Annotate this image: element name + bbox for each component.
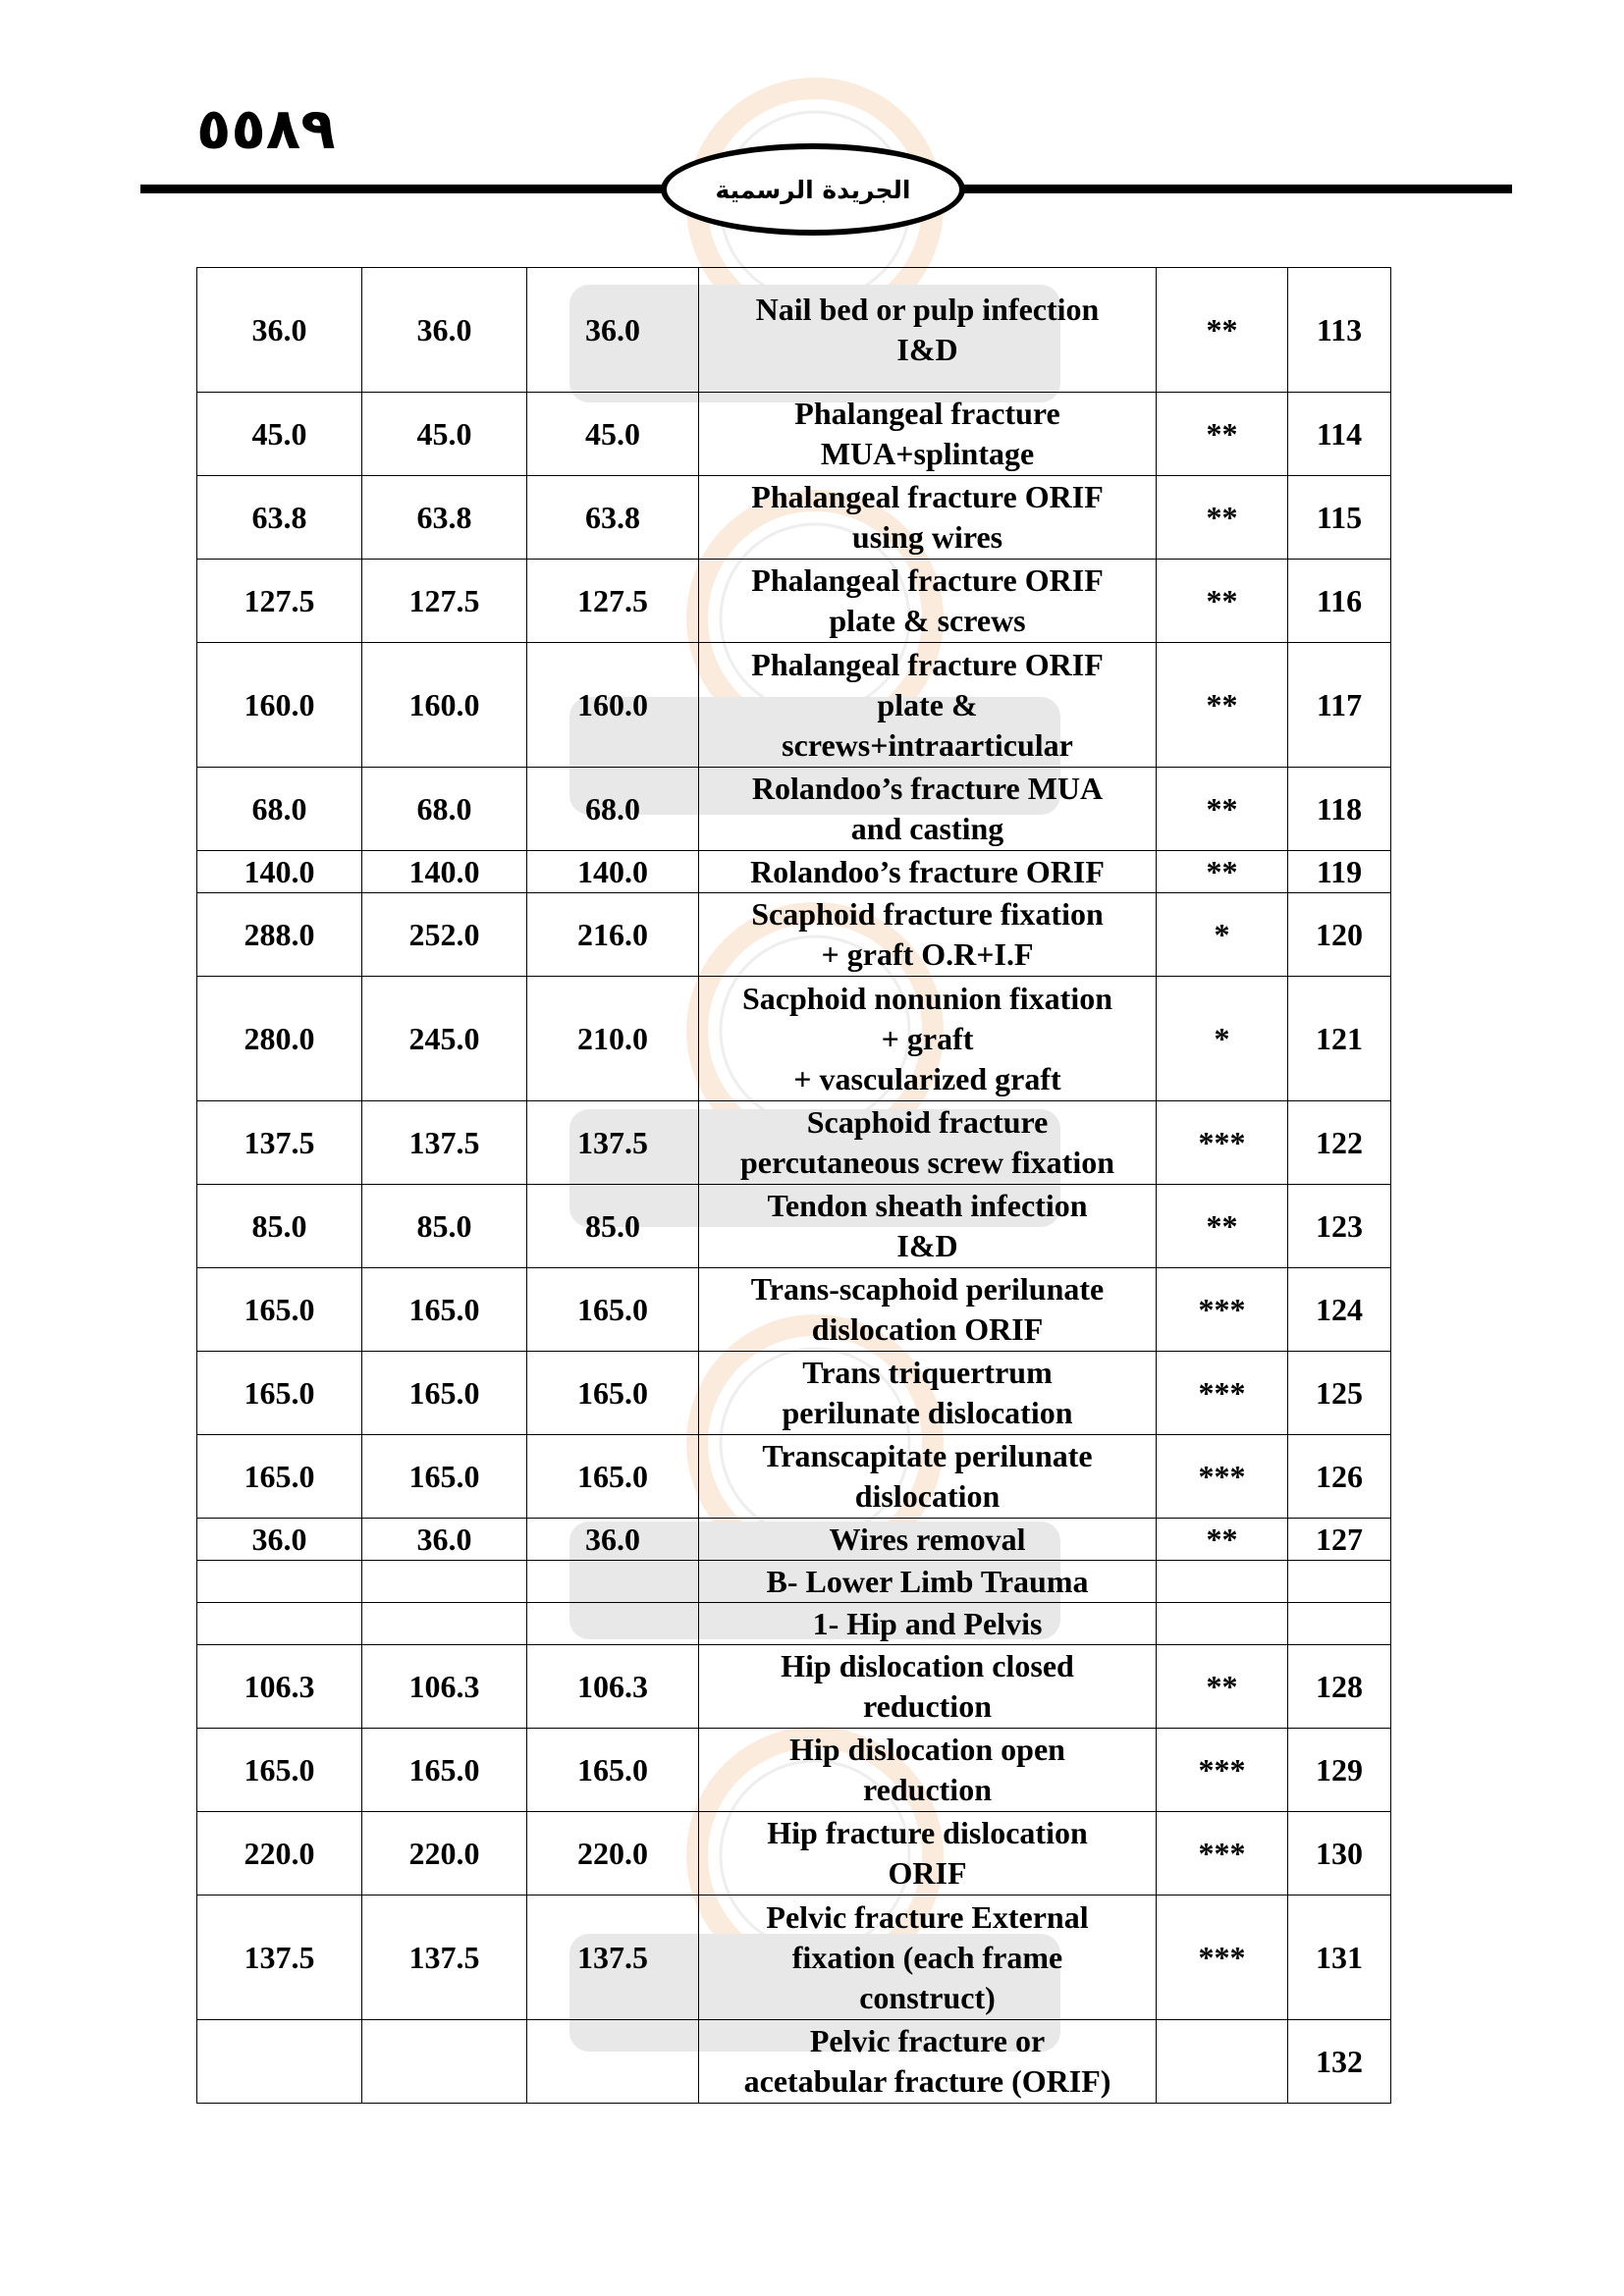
grade-cell: ** bbox=[1157, 768, 1288, 851]
fee-cell-c: 85.0 bbox=[527, 1185, 699, 1268]
grade-cell: *** bbox=[1157, 1812, 1288, 1896]
fee-cell-a: 127.5 bbox=[197, 560, 362, 643]
fee-cell-c: 36.0 bbox=[527, 268, 699, 393]
table-row bbox=[197, 1101, 1391, 1185]
code-cell: 124 bbox=[1288, 1268, 1391, 1352]
grade-cell: * bbox=[1157, 977, 1288, 1101]
grade-cell: ** bbox=[1157, 1645, 1288, 1729]
fee-cell-b: 63.8 bbox=[362, 476, 527, 560]
fee-cell-a: 63.8 bbox=[197, 476, 362, 560]
fee-cell-b: 165.0 bbox=[362, 1352, 527, 1435]
fee-cell-b: 106.3 bbox=[362, 1645, 527, 1729]
fee-cell-c bbox=[527, 1561, 699, 1603]
fee-cell-c: 165.0 bbox=[527, 1268, 699, 1352]
procedure-cell: Rolandoo’s fracture ORIF bbox=[699, 851, 1157, 893]
procedure-cell: Transcapitate perilunate dislocation bbox=[699, 1435, 1157, 1519]
fee-cell-b bbox=[362, 1603, 527, 1645]
procedure-cell: 1- Hip and Pelvis bbox=[699, 1603, 1157, 1645]
procedure-cell: Phalangeal fracture ORIF plate & screws+intraarticular bbox=[699, 643, 1157, 768]
code-cell: 115 bbox=[1288, 476, 1391, 560]
grade-cell: *** bbox=[1157, 1101, 1288, 1185]
grade-cell: ** bbox=[1157, 393, 1288, 476]
fee-cell-a: 220.0 bbox=[197, 1812, 362, 1896]
procedure-cell: Pelvic fracture External fixation (each frame construct) bbox=[699, 1896, 1157, 2020]
procedure-cell: Wires removal bbox=[699, 1519, 1157, 1561]
fee-cell-a: 137.5 bbox=[197, 1101, 362, 1185]
table-row bbox=[197, 1645, 1391, 1729]
procedure-cell: Pelvic fracture or acetabular fracture (ORIF) bbox=[699, 2020, 1157, 2104]
page-number: ٥٥٨٩ bbox=[196, 95, 336, 162]
table-row bbox=[197, 977, 1391, 1101]
fee-cell-a bbox=[197, 1603, 362, 1645]
fee-cell-b: 160.0 bbox=[362, 643, 527, 768]
fee-cell-c: 140.0 bbox=[527, 851, 699, 893]
procedure-cell: Scaphoid fracture percutaneous screw fixation bbox=[699, 1101, 1157, 1185]
fee-cell-c: 68.0 bbox=[527, 768, 699, 851]
fee-cell-c: 137.5 bbox=[527, 1101, 699, 1185]
code-cell: 125 bbox=[1288, 1352, 1391, 1435]
fee-cell-a: 140.0 bbox=[197, 851, 362, 893]
table-row bbox=[197, 768, 1391, 851]
code-cell bbox=[1288, 1603, 1391, 1645]
table-row bbox=[197, 1603, 1391, 1645]
code-cell: 123 bbox=[1288, 1185, 1391, 1268]
procedure-cell: Sacphoid nonunion fixation + graft + vascularized graft bbox=[699, 977, 1157, 1101]
table-row bbox=[197, 1268, 1391, 1352]
fee-table bbox=[196, 267, 1391, 2104]
fee-cell-c: 160.0 bbox=[527, 643, 699, 768]
fee-cell-c bbox=[527, 2020, 699, 2104]
code-cell: 127 bbox=[1288, 1519, 1391, 1561]
fee-cell-c: 127.5 bbox=[527, 560, 699, 643]
fee-cell-a: 85.0 bbox=[197, 1185, 362, 1268]
fee-cell-a bbox=[197, 2020, 362, 2104]
fee-cell-a: 165.0 bbox=[197, 1729, 362, 1812]
gazette-title: الجريدة الرسمية bbox=[715, 175, 911, 204]
grade-cell: ** bbox=[1157, 643, 1288, 768]
fee-cell-b: 252.0 bbox=[362, 893, 527, 977]
table-row bbox=[197, 643, 1391, 768]
fee-cell-b bbox=[362, 1561, 527, 1603]
code-cell: 131 bbox=[1288, 1896, 1391, 2020]
procedure-cell: Tendon sheath infection I&D bbox=[699, 1185, 1157, 1268]
table-row bbox=[197, 851, 1391, 893]
table-row bbox=[197, 1561, 1391, 1603]
procedure-cell: Phalangeal fracture ORIF using wires bbox=[699, 476, 1157, 560]
procedure-cell: Scaphoid fracture fixation + graft O.R+I.F bbox=[699, 893, 1157, 977]
grade-cell: *** bbox=[1157, 1268, 1288, 1352]
fee-cell-a: 165.0 bbox=[197, 1268, 362, 1352]
table-row bbox=[197, 1352, 1391, 1435]
fee-cell-b: 36.0 bbox=[362, 1519, 527, 1561]
code-cell: 114 bbox=[1288, 393, 1391, 476]
procedure-cell: Rolandoo’s fracture MUA and casting bbox=[699, 768, 1157, 851]
table-row bbox=[197, 1896, 1391, 2020]
table-row bbox=[197, 268, 1391, 393]
fee-cell-b: 165.0 bbox=[362, 1435, 527, 1519]
code-cell: 120 bbox=[1288, 893, 1391, 977]
fee-cell-a: 280.0 bbox=[197, 977, 362, 1101]
procedure-cell: Trans triquertrum perilunate dislocation bbox=[699, 1352, 1157, 1435]
fee-cell-a: 45.0 bbox=[197, 393, 362, 476]
fee-cell-c: 210.0 bbox=[527, 977, 699, 1101]
code-cell: 113 bbox=[1288, 268, 1391, 393]
grade-cell bbox=[1157, 1561, 1288, 1603]
fee-cell-c: 165.0 bbox=[527, 1352, 699, 1435]
grade-cell: ** bbox=[1157, 851, 1288, 893]
code-cell: 117 bbox=[1288, 643, 1391, 768]
fee-cell-b: 220.0 bbox=[362, 1812, 527, 1896]
table-row bbox=[197, 893, 1391, 977]
grade-cell: ** bbox=[1157, 560, 1288, 643]
code-cell: 126 bbox=[1288, 1435, 1391, 1519]
code-cell: 129 bbox=[1288, 1729, 1391, 1812]
fee-cell-b: 127.5 bbox=[362, 560, 527, 643]
fee-cell-a: 137.5 bbox=[197, 1896, 362, 2020]
fee-cell-b: 140.0 bbox=[362, 851, 527, 893]
grade-cell: ** bbox=[1157, 476, 1288, 560]
fee-cell-c: 63.8 bbox=[527, 476, 699, 560]
grade-cell: *** bbox=[1157, 1352, 1288, 1435]
fee-cell-c: 45.0 bbox=[527, 393, 699, 476]
grade-cell: * bbox=[1157, 893, 1288, 977]
fee-cell-b: 85.0 bbox=[362, 1185, 527, 1268]
fee-cell-b: 137.5 bbox=[362, 1896, 527, 2020]
code-cell: 122 bbox=[1288, 1101, 1391, 1185]
fee-cell-c bbox=[527, 1603, 699, 1645]
grade-cell: ** bbox=[1157, 268, 1288, 393]
fee-cell-a: 68.0 bbox=[197, 768, 362, 851]
grade-cell: *** bbox=[1157, 1896, 1288, 2020]
code-cell: 132 bbox=[1288, 2020, 1391, 2104]
table-row bbox=[197, 1185, 1391, 1268]
fee-cell-b: 36.0 bbox=[362, 268, 527, 393]
fee-cell-b: 245.0 bbox=[362, 977, 527, 1101]
fee-cell-a: 106.3 bbox=[197, 1645, 362, 1729]
code-cell: 118 bbox=[1288, 768, 1391, 851]
fee-cell-b: 165.0 bbox=[362, 1268, 527, 1352]
table-row bbox=[197, 476, 1391, 560]
fee-cell-a bbox=[197, 1561, 362, 1603]
fee-cell-c: 106.3 bbox=[527, 1645, 699, 1729]
table-row bbox=[197, 1812, 1391, 1896]
fee-cell-a: 288.0 bbox=[197, 893, 362, 977]
procedure-cell: Nail bed or pulp infection I&D bbox=[699, 268, 1157, 393]
fee-cell-a: 36.0 bbox=[197, 1519, 362, 1561]
code-cell: 116 bbox=[1288, 560, 1391, 643]
fee-cell-c: 216.0 bbox=[527, 893, 699, 977]
fee-cell-a: 36.0 bbox=[197, 268, 362, 393]
table-row bbox=[197, 1519, 1391, 1561]
fee-cell-b: 68.0 bbox=[362, 768, 527, 851]
table-row bbox=[197, 560, 1391, 643]
fee-table-body bbox=[197, 268, 1391, 2104]
table-row bbox=[197, 2020, 1391, 2104]
fee-cell-b: 45.0 bbox=[362, 393, 527, 476]
fee-cell-b: 165.0 bbox=[362, 1729, 527, 1812]
fee-cell-a: 165.0 bbox=[197, 1352, 362, 1435]
fee-cell-a: 165.0 bbox=[197, 1435, 362, 1519]
grade-cell: *** bbox=[1157, 1435, 1288, 1519]
fee-cell-c: 165.0 bbox=[527, 1435, 699, 1519]
fee-cell-b: 137.5 bbox=[362, 1101, 527, 1185]
procedure-cell: Phalangeal fracture ORIF plate & screws bbox=[699, 560, 1157, 643]
fee-cell-c: 165.0 bbox=[527, 1729, 699, 1812]
grade-cell bbox=[1157, 2020, 1288, 2104]
procedure-cell: Phalangeal fracture MUA+splintage bbox=[699, 393, 1157, 476]
code-cell: 128 bbox=[1288, 1645, 1391, 1729]
grade-cell: ** bbox=[1157, 1185, 1288, 1268]
procedure-cell: Hip dislocation open reduction bbox=[699, 1729, 1157, 1812]
fee-cell-c: 220.0 bbox=[527, 1812, 699, 1896]
procedure-cell: Hip dislocation closed reduction bbox=[699, 1645, 1157, 1729]
procedure-cell: Hip fracture dislocation ORIF bbox=[699, 1812, 1157, 1896]
fee-cell-c: 137.5 bbox=[527, 1896, 699, 2020]
procedure-cell: B- Lower Limb Trauma bbox=[699, 1561, 1157, 1603]
table-row bbox=[197, 1729, 1391, 1812]
gazette-title-oval bbox=[661, 143, 965, 236]
grade-cell: *** bbox=[1157, 1729, 1288, 1812]
fee-cell-a: 160.0 bbox=[197, 643, 362, 768]
code-cell: 119 bbox=[1288, 851, 1391, 893]
table-row bbox=[197, 1435, 1391, 1519]
fee-cell-b bbox=[362, 2020, 527, 2104]
procedure-cell: Trans-scaphoid perilunate dislocation ORIF bbox=[699, 1268, 1157, 1352]
fee-cell-c: 36.0 bbox=[527, 1519, 699, 1561]
grade-cell bbox=[1157, 1603, 1288, 1645]
table-row bbox=[197, 393, 1391, 476]
code-cell: 130 bbox=[1288, 1812, 1391, 1896]
grade-cell: ** bbox=[1157, 1519, 1288, 1561]
code-cell bbox=[1288, 1561, 1391, 1603]
code-cell: 121 bbox=[1288, 977, 1391, 1101]
